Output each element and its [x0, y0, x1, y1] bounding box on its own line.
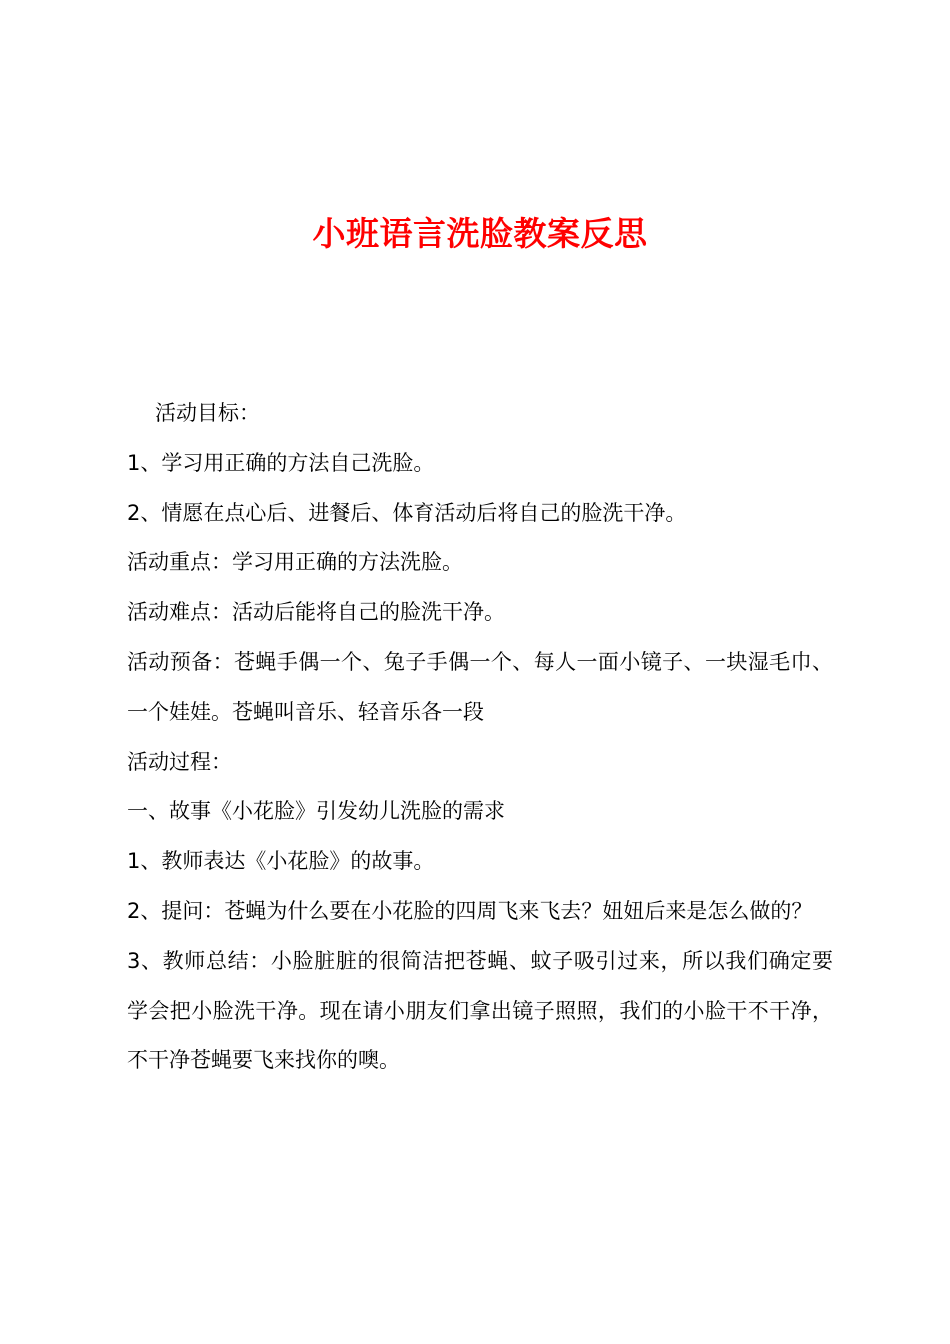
paragraph: 3、教师总结：小脸脏脏的很简洁把苍蝇、蚊子吸引过来，所以我们确定要学会把小脸洗干净。现在请小朋友们拿出镜子照照，我们的小脸干不干净，不干净苍蝇要飞来找你的噢。 [127, 948, 833, 1073]
document-body [127, 389, 833, 1086]
paragraph: 1、教师表达《小花脸》的故事。 [127, 849, 435, 874]
section-heading-process: 活动过程： [127, 749, 232, 774]
paragraph: 1、学习用正确的方法自己洗脸。 [127, 450, 435, 475]
paragraph: 一、故事《小花脸》引发幼儿洗脸的需求 [127, 799, 505, 824]
paragraph: 2、情愿在点心后、进餐后、体育活动后将自己的脸洗干净。 [127, 500, 687, 525]
paragraph: 活动预备：苍蝇手偶一个、兔子手偶一个、每人一面小镜子、一块湿毛巾、一个娃娃。苍蝇叫音乐、轻音乐各一段 [127, 649, 833, 724]
paragraph: 活动难点：活动后能将自己的脸洗干净。 [127, 600, 505, 625]
section-heading-goals: 活动目标： [155, 401, 260, 425]
paragraph: 2、提问：苍蝇为什么要在小花脸的四周飞来飞去？妞妞后来是怎么做的？ [127, 898, 813, 923]
paragraph: 活动重点：学习用正确的方法洗脸。 [127, 550, 463, 575]
document-title: 小班语言洗脸教案反思 [312, 214, 648, 253]
